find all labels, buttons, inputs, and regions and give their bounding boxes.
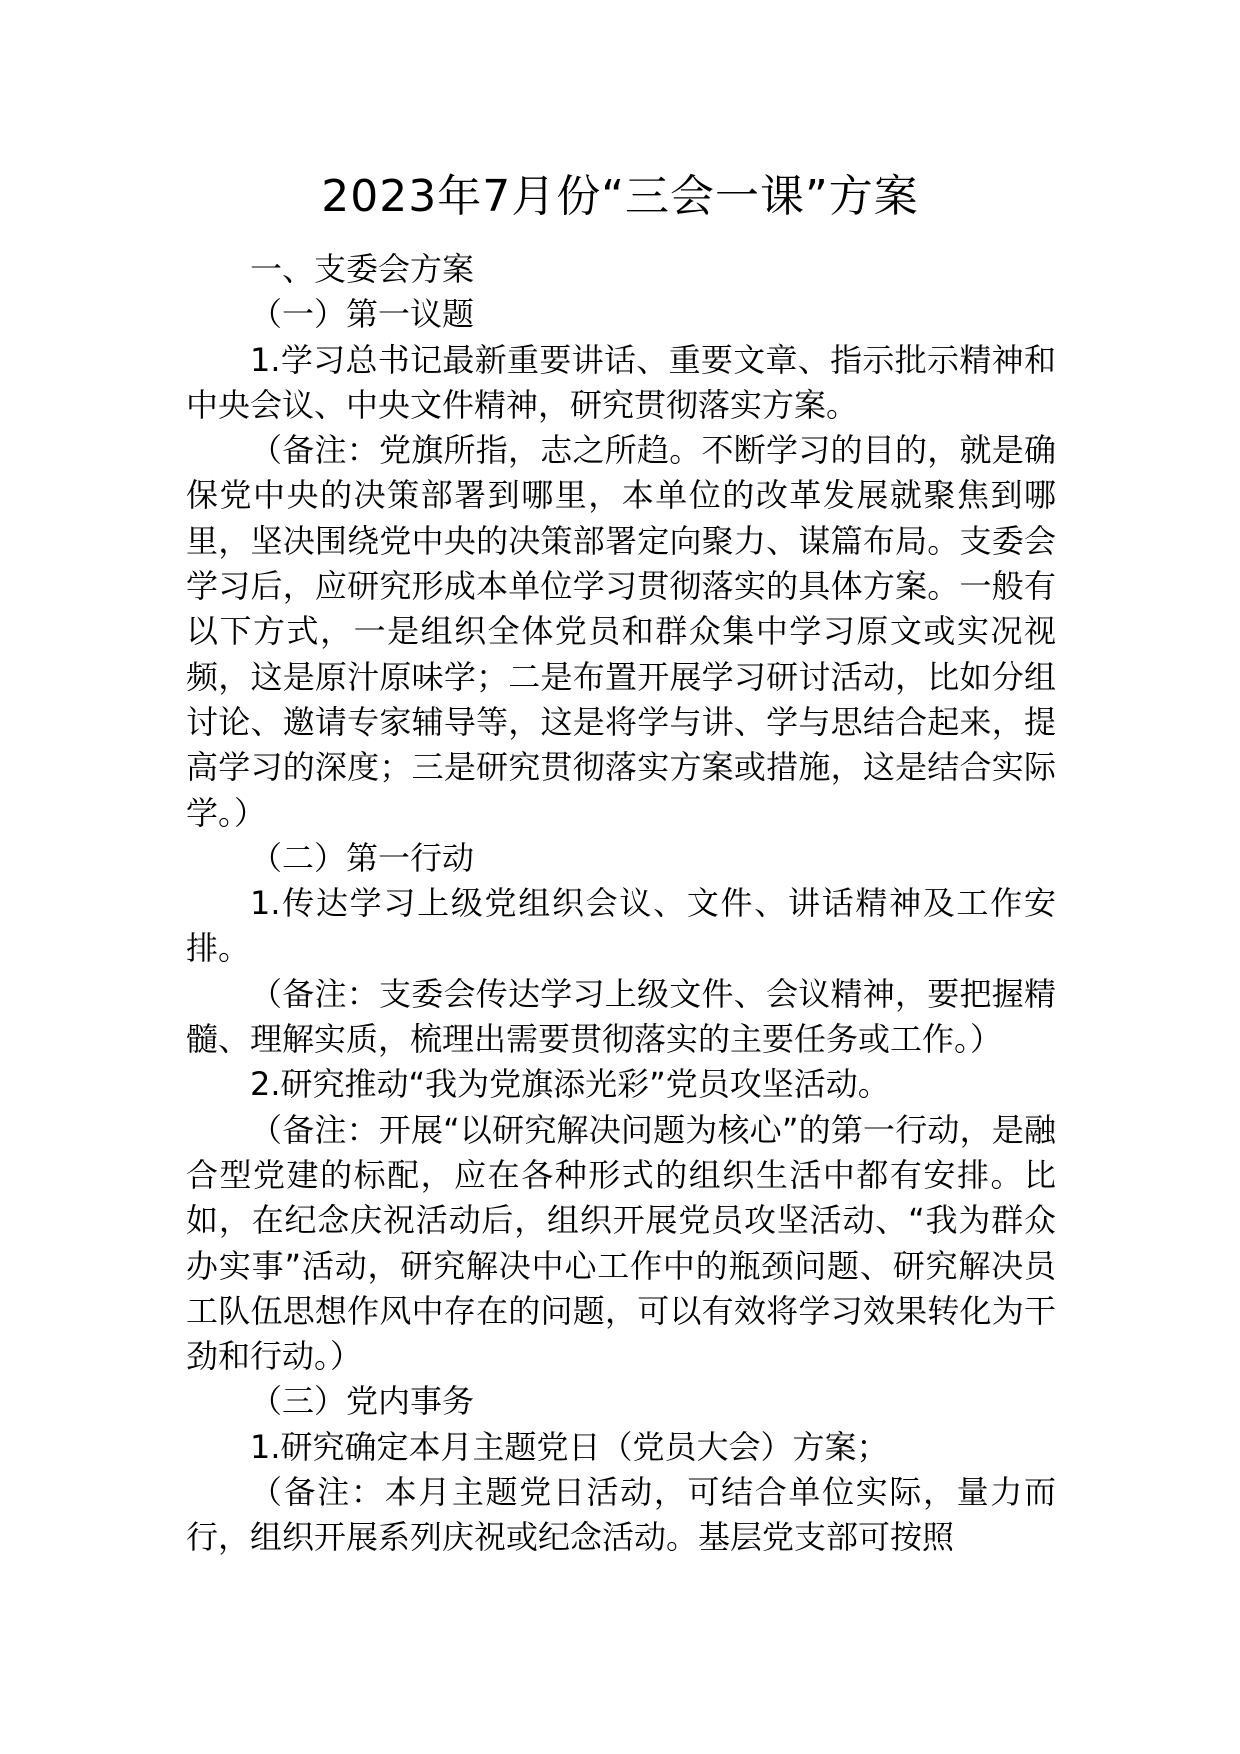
document-title: 2023年7月份“三会一课”方案 [321, 171, 919, 222]
item-party-flag-activity: 2.研究推动“我为党旗添光彩”党员攻坚活动。 [250, 1065, 890, 1104]
subsection-heading-party-affairs: （三）党内事务 [250, 1382, 475, 1421]
subsection-heading-first-action: （二）第一行动 [250, 838, 475, 877]
note-study-spirit: （备注：党旗所指，志之所趋。不断学习的目的，就是确保党中央的决策部署到哪里，本单位的改革发展就聚焦到哪里，坚决围绕党中央的决策部署定向聚力、谋篇布局。支委会学习后，应研究形成本单位学习贯彻落实的具体方案。一般有以下方式，一是组织全体党员和群众集中学习原文或实况视频，这是原汁原味学；二是布置开展学习研讨活动，比如分组讨论、邀请专家辅导等，这是将学与讲、学与思结合起来，提高学习的深度；三是研究贯彻落实方案或措施，这是结合实际学。） [186, 431, 1056, 832]
note-theme-party-day: （备注：本月主题党日活动，可结合单位实际，量力而行，组织开展系列庆祝或纪念活动。基层党支部可按照 [186, 1473, 1056, 1557]
item-convey-study: 1.传达学习上级党组织会议、文件、讲话精神及工作安排。 [186, 884, 1056, 968]
note-party-flag-activity: （备注：开展“以研究解决问题为核心”的第一行动，是融合型党建的标配，应在各种形式的组织生活中都有安排。比如，在纪念庆祝活动后，组织开展党员攻坚活动、“我为群众办实事”活动，研究解决中心工作中的瓶颈问题、研究解决员工队伍思想作风中存在的问题，可以有效将学习效果转化为干劲和行动。） [186, 1110, 1056, 1376]
section-heading-branch-committee: 一、支委会方案 [250, 250, 475, 288]
note-convey-study: （备注：支委会传达学习上级文件、会议精神，要把握精髓、理解实质，梳理出需要贯彻落实的主要任务或工作。） [186, 974, 1056, 1059]
item-study-spirit: 1.学习总书记最新重要讲话、重要文章、指示批示精神和中央会议、中央文件精神，研究贯彻落实方案。 [186, 340, 1056, 424]
subsection-heading-first-topic: （一）第一议题 [250, 295, 475, 334]
item-theme-party-day: 1.研究确定本月主题党日（党员大会）方案； [250, 1427, 889, 1466]
document-body [186, 247, 1056, 1561]
